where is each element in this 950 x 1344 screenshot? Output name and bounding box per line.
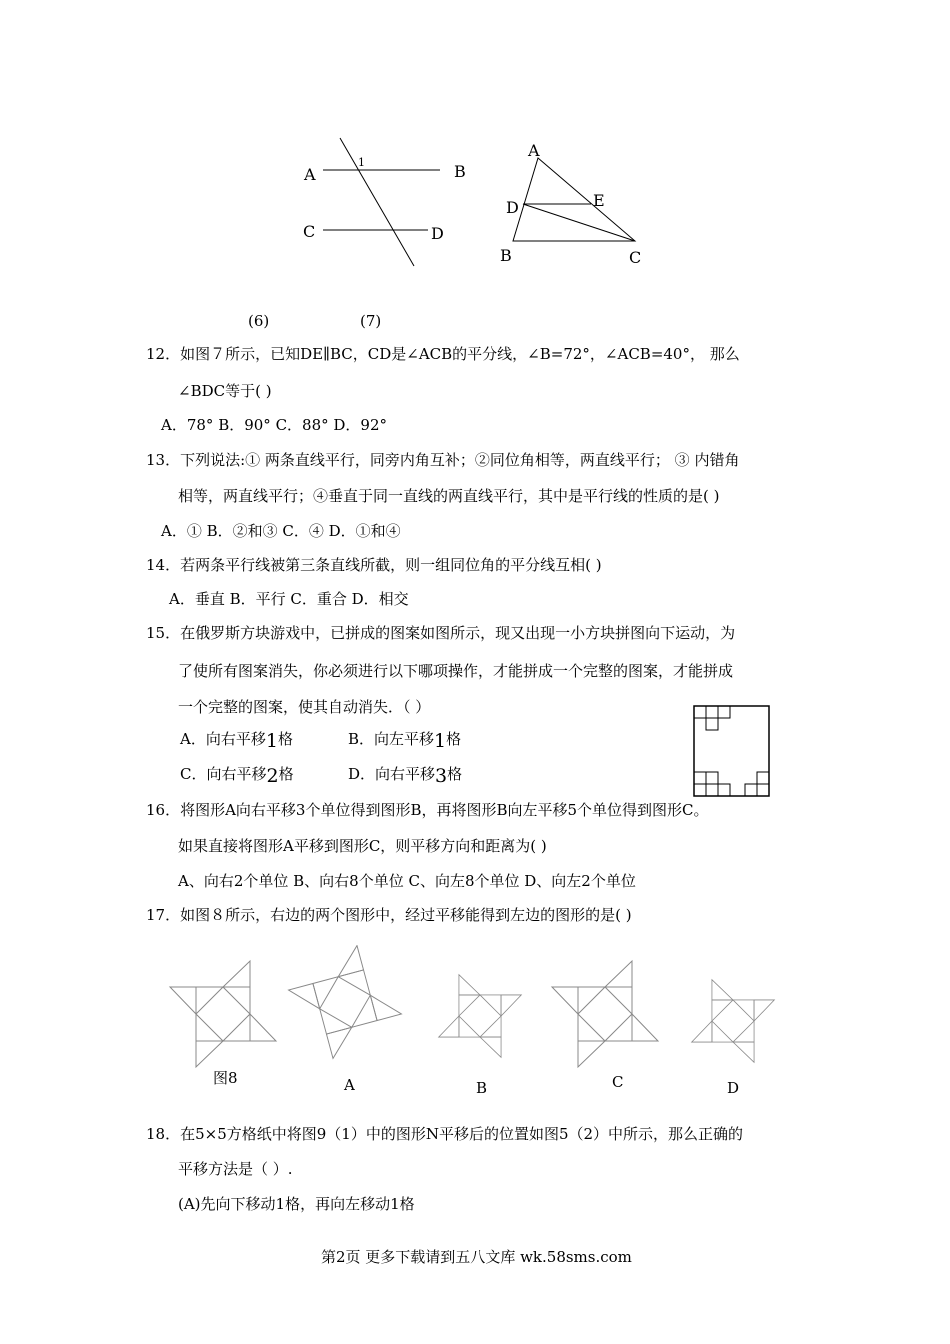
q13-line1: 13．下列说法:① 两条直线平行，同旁内角互补；②同位角相等，两直线平行； ③ 内错角 bbox=[146, 451, 740, 469]
label-c: C bbox=[303, 222, 316, 241]
label-a: A bbox=[528, 141, 540, 160]
q18-line1: 18．在5×5方格纸中将图9（1）中的图形N平移后的位置如图5（2）中所示，那么正确的 bbox=[146, 1125, 744, 1143]
q15-option-a bbox=[180, 728, 293, 752]
q15-option-a-num: 1 bbox=[265, 730, 278, 752]
q14-line1: 14．若两条平行线被第三条直线所截，则一组同位角的平分线互相( ) bbox=[146, 556, 602, 574]
q15-option-d-num: 3 bbox=[435, 765, 448, 787]
q13-options: A．① B．②和③ C．④ D．①和④ bbox=[161, 522, 401, 540]
figure-8-label-d: D bbox=[727, 1079, 740, 1097]
label-angle-1: 1 bbox=[358, 156, 365, 169]
q14-options: A．垂直 B．平行 C．重合 D．相交 bbox=[169, 590, 409, 608]
label-b: B bbox=[454, 162, 466, 181]
q18-option-a: (A)先向下移动1格，再向左移动1格 bbox=[178, 1195, 415, 1213]
q15-option-b-unit: 格 bbox=[446, 730, 462, 748]
figure-6-caption: (6) bbox=[248, 312, 270, 330]
figure-8-caption: 图8 bbox=[213, 1069, 238, 1087]
pinwheel-d bbox=[692, 980, 775, 1063]
figure-6-diagram bbox=[290, 130, 480, 275]
q15-option-c-unit: 格 bbox=[278, 765, 294, 783]
q12-options: A．78° B．90° C．88° D．92° bbox=[161, 416, 388, 434]
q16-line1: 16．将图形A向右平移3个单位得到图形B，再将图形B向左平移5个单位得到图形C。 bbox=[146, 801, 709, 819]
q15-option-b-num: 1 bbox=[434, 730, 447, 752]
q16-line2: 如果直接将图形A平移到图形C，则平移方向和距离为( ) bbox=[178, 837, 547, 855]
q15-option-b-text: B．向左平移 bbox=[348, 730, 435, 748]
pinwheel-a bbox=[282, 945, 408, 1065]
label-d: D bbox=[506, 198, 519, 217]
figure-7-caption: (7) bbox=[360, 312, 382, 330]
figure-8-label-b: B bbox=[476, 1079, 488, 1097]
figure-7-diagram bbox=[495, 135, 655, 270]
figure-8-pinwheels bbox=[165, 945, 795, 1075]
q16-options: A、向右2个单位 B、向右8个单位 C、向左8个单位 D、向左2个单位 bbox=[178, 872, 636, 890]
pinwheel-c bbox=[552, 961, 658, 1067]
figure-8-label-c: C bbox=[612, 1073, 624, 1091]
q15-option-d-text: D．向右平移 bbox=[348, 765, 436, 783]
segment-dc bbox=[523, 204, 635, 241]
q12-line1: 12．如图７所示，已知DE∥BC，CD是∠ACB的平分线，∠B=72°，∠ACB=40°， 那么 bbox=[146, 345, 740, 363]
q15-option-b bbox=[348, 728, 462, 752]
q15-option-d-unit: 格 bbox=[447, 765, 463, 783]
tetris-frame bbox=[694, 706, 769, 796]
q15-line2: 了使所有图案消失，你必须进行以下哪项操作，才能拼成一个完整的图案，才能拼成 bbox=[178, 662, 734, 680]
q15-option-c-text: C．向右平移 bbox=[180, 765, 267, 783]
q15-line3: 一个完整的图案，使其自动消失．（ ） bbox=[178, 698, 431, 716]
q18-line2: 平移方法是（ ）. bbox=[178, 1160, 293, 1178]
q15-option-d bbox=[348, 763, 463, 787]
tetris-diagram bbox=[693, 705, 771, 798]
q12-line2: ∠BDC等于( ) bbox=[178, 382, 272, 400]
q15-option-a-unit: 格 bbox=[277, 730, 293, 748]
label-c: C bbox=[629, 248, 642, 267]
pinwheel-b bbox=[439, 975, 522, 1058]
q17-line1: 17．如图８所示，右边的两个图形中，经过平移能得到左边的图形的是( ) bbox=[146, 906, 632, 924]
label-e: E bbox=[593, 191, 605, 210]
q15-option-c bbox=[180, 763, 294, 787]
q15-line1: 15．在俄罗斯方块游戏中，已拼成的图案如图所示，现又出现一小方块拼图向下运动，为 bbox=[146, 624, 736, 642]
transversal bbox=[340, 138, 414, 266]
page-footer: 第2页 更多下载请到五八文库 wk.58sms.com bbox=[321, 1248, 632, 1266]
label-b: B bbox=[500, 246, 512, 265]
q13-line2: 相等，两直线平行；④垂直于同一直线的两直线平行，其中是平行线的性质的是( ) bbox=[178, 487, 720, 505]
q15-option-a-text: A．向右平移 bbox=[180, 730, 266, 748]
triangle-abc bbox=[513, 158, 635, 241]
figure-8-label-a: A bbox=[344, 1076, 355, 1094]
q15-option-c-num: 2 bbox=[266, 765, 279, 787]
pinwheel-original bbox=[170, 961, 276, 1067]
label-a: A bbox=[304, 165, 316, 184]
label-d: D bbox=[431, 224, 444, 243]
